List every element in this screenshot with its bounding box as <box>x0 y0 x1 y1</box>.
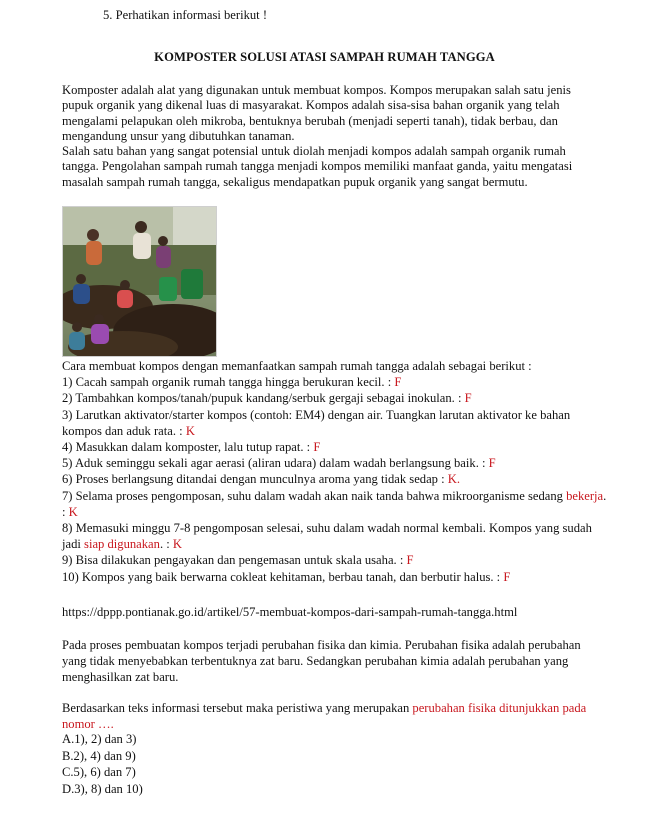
step-mark: K <box>68 504 78 519</box>
paragraph-composter-definition: Komposter adalah alat yang digunakan untuk membuat kompos. Kompos merupakan salah satu jenis pupuk organik yang dikenal luas di masyarakat. Kompos adalah sisa-sisa bahan organik yang telah mengalami pelapukan oleh mikroba, bentuknya berubah (menjadi seperti tanah), tidak berbau, dan mengandung unsur yang dibutuhkan tanaman. <box>62 83 571 144</box>
question-text <box>62 700 602 732</box>
question-highlight: perubahan fisika ditunjukkan pada nomor …. <box>62 701 587 731</box>
step-text: 6) Proses berlangsung ditandai dengan munculnya aroma yang tidak sedap : <box>62 472 448 487</box>
option-d[interactable]: D.3), 8) dan 10) <box>62 781 143 796</box>
steps-intro: Cara membuat kompos dengan memanfaatkan sampah rumah tangga adalah sebagai berikut : <box>62 359 532 373</box>
step-highlight: bekerja <box>566 488 604 503</box>
paragraph-household-waste: Salah satu bahan yang sangat potensial untuk diolah menjadi kompos adalah sampah organik rumah tangga. Pengolahan sampah rumah tangga menjadi kompos memiliki manfaat ganda, yaitu mengatasi masalah sampah rumah tangga, sekaligus mendapatkan pupuk organik yang sangat bermutu. <box>62 144 573 189</box>
step-text: 10) Kompos yang baik berwarna cokleat kehitaman, berbau tanah, dan berbutir halus. : <box>62 569 504 584</box>
step-mark: F <box>488 456 496 471</box>
step-item <box>62 439 607 455</box>
article-title: KOMPOSTER SOLUSI ATASI SAMPAH RUMAH TANGGA <box>154 50 495 64</box>
paragraph-physical-chemical-change: Pada proses pembuatan kompos terjadi perubahan fisika dan kimia. Perubahan fisika adalah perubahan yang tidak menyebabkan terbentuknya zat baru. Sedangkan perubahan kimia adalah perubahan yang menghasilkan zat baru. <box>62 638 581 684</box>
composting-photo <box>62 206 217 357</box>
step-item <box>62 407 607 439</box>
step-mark: K. <box>447 472 461 487</box>
step-item <box>62 455 607 471</box>
step-mark: F <box>464 391 472 406</box>
step-item <box>62 552 607 568</box>
step-text: 5) Aduk seminggu sekali agar aerasi (aliran udara) dalam wadah berlangsung baik. : <box>62 456 489 471</box>
step-after: . : <box>159 537 173 552</box>
composting-workers-photo-icon <box>63 207 217 357</box>
step-text: 9) Bisa dilakukan pengayakan dan pengemasan untuk skala usaha. : <box>62 553 407 568</box>
step-text: 3) Larutkan aktivator/starter kompos (contoh: EM4) dengan air. Tuangkan larutan aktivator ke bahan kompos dan aduk rata. : <box>62 407 571 438</box>
question-prefix: Berdasarkan teks informasi tersebut maka peristiwa yang merupakan <box>62 701 413 715</box>
source-link[interactable]: https://dppp.pontianak.go.id/artikel/57-membuat-kompos-dari-sampah-rumah-tangga.html <box>62 605 518 619</box>
steps-list <box>62 358 607 585</box>
question-number-heading: 5. Perhatikan informasi berikut ! <box>103 8 268 22</box>
step-text: 7) Selama proses pengomposan, suhu dalam wadah akan naik tanda bahwa mikroorganisme sedang <box>62 488 567 503</box>
step-highlight: siap digunakan <box>84 537 160 552</box>
step-mark: F <box>503 569 511 584</box>
option-c[interactable]: C.5), 6) dan 7) <box>62 765 136 780</box>
step-text: 8) Memasuki minggu 7-8 pengomposan selesai, suhu dalam wadah normal kembali. Kompos yang sudah jadi <box>62 521 592 552</box>
step-mark: K <box>172 537 183 552</box>
step-mark: F <box>313 440 321 455</box>
step-item <box>62 374 607 390</box>
step-item <box>62 569 607 585</box>
step-text: 1) Cacah sampah organik rumah tangga hingga berukuran kecil. : <box>62 375 395 390</box>
answer-options <box>62 731 143 797</box>
step-item <box>62 520 607 552</box>
step-text: 2) Tambahkan kompos/tanah/pupuk kandang/serbuk gergaji sebagai inokulan. : <box>62 391 465 406</box>
step-after: . : <box>62 488 607 519</box>
step-mark: F <box>394 375 402 390</box>
step-mark: F <box>406 553 414 568</box>
option-b[interactable]: B.2), 4) dan 9) <box>62 748 136 763</box>
step-item <box>62 488 607 520</box>
step-item <box>62 471 607 487</box>
option-a[interactable]: A.1), 2) dan 3) <box>62 732 137 746</box>
step-item <box>62 390 607 406</box>
step-text: 4) Masukkan dalam komposter, lalu tutup rapat. : <box>62 440 314 455</box>
step-mark: K <box>185 423 195 438</box>
